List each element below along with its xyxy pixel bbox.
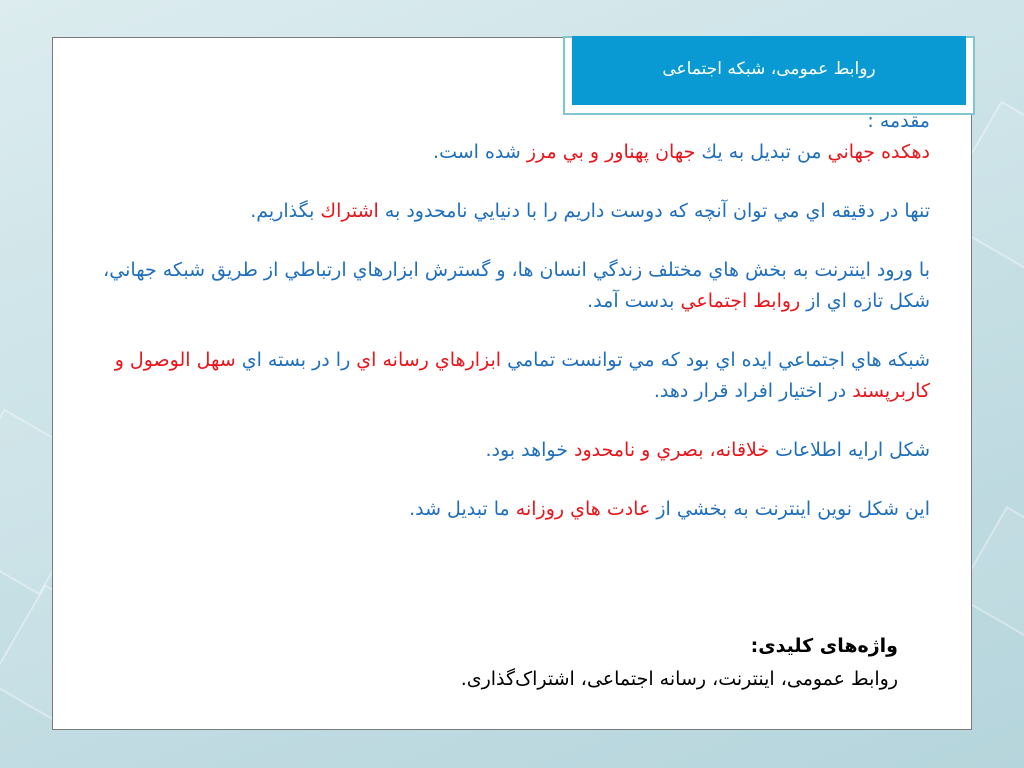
text-highlight: جهان پهناور و بي مرز xyxy=(526,141,696,163)
text-run: بدست آمد. xyxy=(587,290,681,312)
text-run: بگذاريم. xyxy=(250,200,321,222)
paragraph-internet xyxy=(100,255,930,317)
keywords-block xyxy=(250,630,898,696)
paragraph-presentation xyxy=(100,435,930,466)
text-highlight: اشتراك xyxy=(320,200,379,222)
text-run: با ورود اينترنت به بخش هاي مختلف زندگي انسان ها، و گسترش ابزارهاي ارتباطي از طريق شبكه جهاني، شكل تازه اي از xyxy=(103,259,930,312)
text-run: خواهد بود. xyxy=(485,439,574,461)
keywords-list: روابط عمومی، اینترنت، رسانه اجتماعی، اشتراک‌گذاری. xyxy=(460,668,898,690)
slide-body xyxy=(100,106,930,525)
text-run: من تبديل به يك xyxy=(695,141,828,163)
text-run: تنها در دقيقه اي مي توان آنچه كه دوست داريم را با دنيايي نامحدود به xyxy=(378,200,930,222)
paragraph-sharing xyxy=(100,196,930,227)
intro-heading: مقدمه : xyxy=(867,110,930,132)
text-highlight: سهل الوصول و كاربرپسند xyxy=(114,349,930,402)
text-highlight: روابط اجتماعي xyxy=(680,290,801,312)
text-highlight: عادت هاي روزانه xyxy=(515,498,651,520)
paragraph-social-networks xyxy=(100,345,930,407)
text-run: شبكه هاي اجتماعي ايده اي بود كه مي توانست تمامي xyxy=(501,349,930,371)
text-run: شده است. xyxy=(433,141,527,163)
intro-line xyxy=(100,137,930,168)
text-run: ما تبديل شد. xyxy=(409,498,516,520)
keywords-heading: واژه‌های کلیدی: xyxy=(750,635,898,657)
text-highlight: دهكده جهاني xyxy=(827,141,930,163)
text-run: در اختيار افراد قرار دهد. xyxy=(653,380,853,402)
text-run: را در بسته اي xyxy=(235,349,357,371)
text-highlight: ابزارهاي رسانه اي xyxy=(356,349,502,371)
text-highlight: خلاقانه، بصري و نامحدود xyxy=(574,439,770,461)
title-box xyxy=(572,36,966,105)
paragraph-habits xyxy=(100,494,930,525)
text-run: اين شكل نوين اينترنت به بخشي از xyxy=(650,498,930,520)
text-run: شكل ارايه اطلاعات xyxy=(769,439,930,461)
slide-title: روابط عمومی، شبکه اجتماعی xyxy=(662,58,876,79)
